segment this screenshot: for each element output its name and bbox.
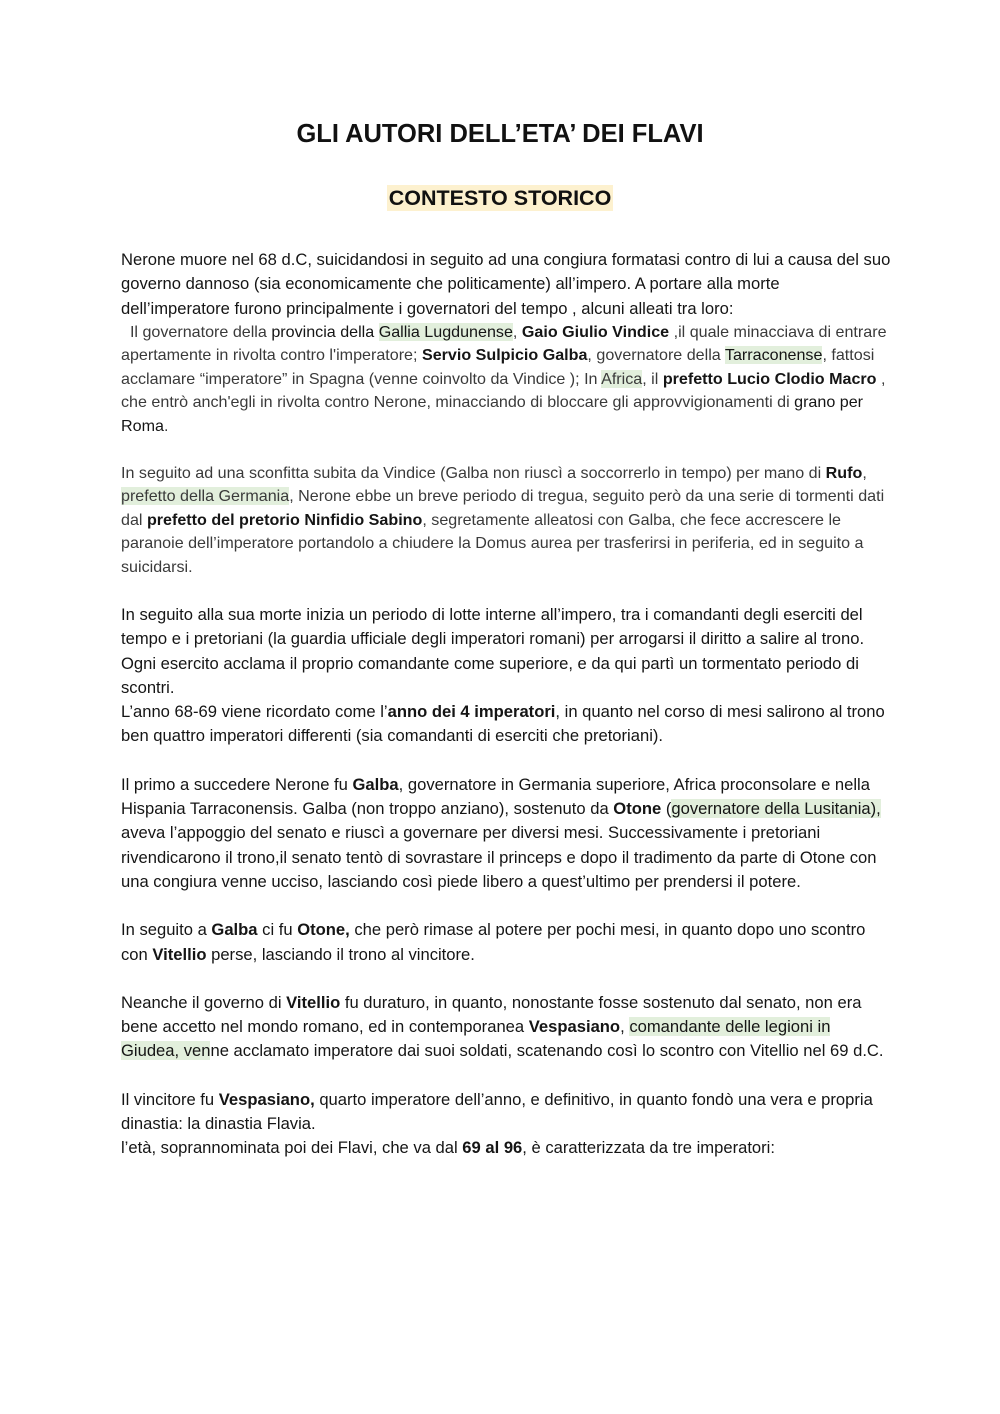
text-run: In seguito alla sua morte inizia un periodo di lotte interne all’impero, tra i comandanti degli eserciti del tempo e i pretoriani (la guardia ufficiale degli imperatori romani) per arrogarsi il diritto a salire al trono. Ogni esercito acclama il proprio comandante come superiore, e da qui partì un tormentato periodo di scontri. xyxy=(121,604,865,697)
text-run: , xyxy=(620,1017,630,1037)
text-run: l’età, soprannominata poi dei Flavi, che va dal xyxy=(121,1138,463,1158)
text-run: Neanche il governo di xyxy=(121,992,287,1012)
bold-term: Vespasiano xyxy=(528,1017,621,1037)
text-run: ci fu xyxy=(257,920,298,940)
text-run: ne acclamato imperatore dai suoi soldati, scatenando così lo scontro con Vitellio nel 69 d.C. xyxy=(210,1041,884,1061)
text-run: , governatore in Germania superiore, Africa proconsolare e nella Hispania Tarraconensis. Galba (non troppo anziano), sostenuto da xyxy=(121,774,870,819)
bold-term: Vitellio xyxy=(286,992,341,1012)
text-run: , segretamente alleatosi con Galba, che fece accrescere le paranoie dell’imperatore portandolo a chiudere la Domus aurea per trasferirsi in periferia, ed in seguito a suicidarsi. xyxy=(121,510,864,576)
bold-term: 69 al 96 xyxy=(462,1138,523,1158)
bold-term: anno dei 4 imperatori xyxy=(387,702,556,722)
paragraph-p1 xyxy=(121,248,891,321)
text-run: , xyxy=(862,463,867,482)
highlighted-text: governatore della Lusitania), xyxy=(671,799,881,819)
highlighted-text: Tarraconense xyxy=(724,346,823,365)
text-run: In seguito ad una sconfitta subita da Vindice (Galba non riuscì a soccorrerlo in tempo) per mano di xyxy=(121,463,826,482)
text-run: perse, lasciando il trono al vincitore. xyxy=(206,944,475,964)
highlighted-text: comandante delle legioni in Giudea, ven xyxy=(121,1017,831,1061)
paragraph-p8 xyxy=(121,991,891,1064)
bold-term: Otone xyxy=(613,799,662,819)
highlighted-text: Africa xyxy=(601,369,643,388)
text-run: fu duraturo, in quanto, nonostante fosse sostenuto dal senato, non era bene accetto nel mondo romano, ed in contemporanea xyxy=(121,992,862,1037)
text-run xyxy=(374,323,378,341)
paragraph-p2 xyxy=(121,321,891,438)
bold-term: Vitellio xyxy=(152,944,207,964)
section-heading-text: CONTESTO STORICO xyxy=(388,186,612,210)
text-run: , governatore della xyxy=(587,346,725,365)
text-run: ( xyxy=(661,799,672,819)
text-run: ,il quale minacciava di entrare apertamente in rivolta contro l'imperatore; xyxy=(121,322,887,365)
text-run: , il xyxy=(642,369,663,388)
text-run: , è caratterizzata da tre imperatori: xyxy=(522,1138,775,1158)
bold-term: prefetto Lucio Clodio Macro xyxy=(662,369,877,388)
text-run: . xyxy=(163,416,169,435)
text-run: aveva l’appoggio del senato e riuscì a governare per diversi mesi. Successivamente i pretoriani rivendicarono il trono,il senato tentò di sovrastare il princeps e dopo il tradimento da parte di Otone con una congiura venne ucciso, lasciando così piede libero a quest’ultimo per prendersi il potere. xyxy=(121,823,877,891)
document-title: GLI AUTORI DELL’ETA’ DEI FLAVI xyxy=(296,120,704,148)
text-run: Il governatore della xyxy=(121,322,272,341)
paragraph-p9 xyxy=(121,1088,891,1137)
paragraph-p3 xyxy=(121,462,891,579)
paragraph-p7 xyxy=(121,918,891,967)
text-run: che però rimase al potere per pochi mesi, in quanto dopo uno scontro con xyxy=(121,920,866,964)
text-run: , che entrò anch'egli in rivolta contro Nerone, minacciando di bloccare gli approvvigionamenti di xyxy=(121,369,886,412)
text-run: , xyxy=(512,322,522,341)
bold-term: Galba xyxy=(352,774,399,794)
text-run: L’anno 68-69 viene ricordato come l’ xyxy=(121,702,388,722)
bold-term: prefetto del pretorio Ninfidio Sabino xyxy=(146,510,423,529)
text-run: , fattosi acclamare “imperatore” in Spagna (venne coinvolto da Vindice ); In xyxy=(121,346,875,388)
bold-term: Servio Sulpicio Galba xyxy=(421,346,588,365)
highlighted-text: prefetto della Germania xyxy=(121,487,290,506)
text-run: provincia della xyxy=(271,322,375,341)
highlighted-text: Gallia Lugdunense xyxy=(378,322,513,341)
section-heading xyxy=(0,186,1000,211)
paragraph-p10 xyxy=(121,1136,891,1160)
paragraph-p5 xyxy=(121,700,891,749)
bold-term: Vespasiano, xyxy=(218,1089,315,1109)
text-run: grano per Roma xyxy=(121,393,864,435)
text-run: Nerone muore nel 68 d.C, suicidandosi in seguito ad una congiura formatasi contro di lui a causa del suo governo dannoso (sia economicamente che politicamente) all’impero. A portare alla morte dell’imperatore furono principalmente i governatori del tempo , alcuni alleati tra loro: xyxy=(121,250,891,318)
document-body xyxy=(121,248,891,1161)
paragraph-p6 xyxy=(121,773,891,894)
text-run: , Nerone ebbe un breve periodo di tregua, seguito però da una serie di tormenti dati dal xyxy=(121,487,885,529)
bold-term: Otone, xyxy=(297,920,350,940)
bold-term: Gaio Giulio Vindice xyxy=(521,322,670,341)
text-run: Il primo a succedere Nerone fu xyxy=(121,774,353,794)
text-run: Il vincitore fu xyxy=(121,1089,219,1109)
bold-term: Galba xyxy=(211,920,258,940)
text-run: quarto imperatore dell’anno, e definitivo, in quanto fondò una vera e propria dinastia: la dinastia Flavia. xyxy=(121,1089,873,1133)
text-run: , in quanto nel corso di mesi salirono al trono ben quattro imperatori differenti (sia comandanti di eserciti che pretoriani). xyxy=(121,702,885,746)
paragraph-p4 xyxy=(121,603,891,700)
text-run: In seguito a xyxy=(121,920,212,940)
bold-term: Rufo xyxy=(825,463,863,482)
